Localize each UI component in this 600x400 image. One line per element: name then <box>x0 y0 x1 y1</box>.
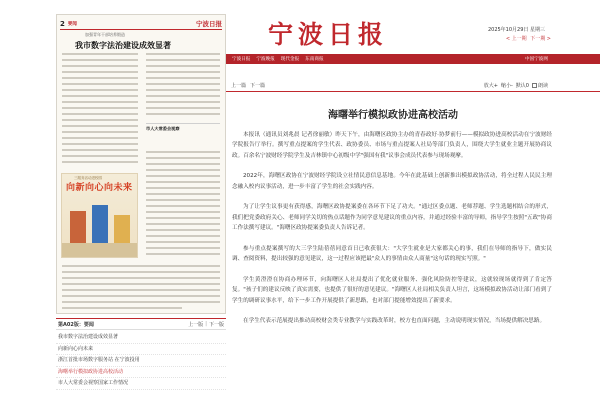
newspaper-photo[interactable] <box>61 173 138 258</box>
article-body <box>232 130 552 337</box>
text-line <box>146 205 220 207</box>
article-list-item-active[interactable]: 海曙举行模拟政协进高校活动 <box>56 367 226 379</box>
text-line <box>146 89 220 91</box>
text-line <box>146 253 220 255</box>
text-line <box>62 307 182 309</box>
reading-controls <box>481 82 548 89</box>
text-line <box>62 271 220 273</box>
text-line <box>62 143 138 145</box>
channel-ningbo-daily[interactable]: 宁波日报 <box>232 57 251 62</box>
text-line <box>146 157 220 159</box>
text-line <box>146 65 220 67</box>
photo-decoration <box>92 205 108 243</box>
article-paragraph: 2022年，海曙区政协在宁波财经学院设立社情民意信息基地。今年在此基础上创新推出模拟政协活动，将全过程人民民主理念融入校内议事活动，进一步丰富了学生的社会实践内容。 <box>232 173 552 190</box>
read-aloud-checkbox[interactable] <box>532 83 537 88</box>
text-line <box>62 155 138 157</box>
text-line <box>62 119 138 121</box>
article-paragraph: 学生黄澄澄在协商办理环节，向海曙区人社局提出了优化就业服务、强化风险防控等建议，这就较现场就得到了肯定答复。"孩子们的建议反映了真实需要，也提供了很好的意见建议。"海曙区人社局相关负责人坦言，这场模拟政协活动让部门看到了学生的调研议事水平，给下一步工作开展提供了新思路，也对部门提能增效提出了新要求。 <box>232 276 552 304</box>
text-line <box>146 187 220 189</box>
text-line <box>146 175 220 177</box>
sidebar-title: 市人大常委会视察 <box>146 126 180 131</box>
photo-decoration <box>114 215 130 243</box>
text-line <box>62 131 138 133</box>
page-name: 要闻 <box>67 21 77 27</box>
prev-article-link[interactable]: 上一篇 <box>231 83 247 89</box>
article-list <box>56 332 226 390</box>
next-issue-link[interactable]: 下一期 > <box>530 36 551 42</box>
zoom-in-button[interactable]: 放大+ <box>483 83 498 89</box>
text-line <box>62 59 138 61</box>
issue-date: 2025年10月29日 星期三 <box>487 27 545 33</box>
newspaper-headline[interactable]: 我市数字法治建设成效显著 <box>75 41 171 50</box>
photo-caption: 三服务活动进校园 <box>74 176 102 180</box>
text-line <box>62 161 138 163</box>
text-line <box>146 211 220 213</box>
masthead-logo[interactable]: 宁波日报 <box>268 20 389 49</box>
text-line <box>62 101 138 103</box>
article-list-item[interactable]: 市人大常委会视察国家工作情况 <box>56 378 226 390</box>
text-line <box>146 151 220 153</box>
channel-bar <box>226 54 600 64</box>
text-line <box>146 53 220 55</box>
article-list-item[interactable]: 我市数字法治建设成效显著 <box>56 332 226 344</box>
text-line <box>146 83 220 85</box>
text-line <box>146 169 220 171</box>
text-line <box>146 193 220 195</box>
text-line <box>146 229 220 231</box>
text-line <box>146 181 220 183</box>
article-list-item[interactable]: 向新向心向未来 <box>56 344 226 356</box>
text-line <box>62 89 138 91</box>
prev-edition-link[interactable]: 上一版 <box>188 321 204 328</box>
text-line <box>62 295 220 297</box>
text-line <box>62 83 138 85</box>
photo-decoration <box>62 243 137 257</box>
newspaper-panel <box>56 14 226 400</box>
text-line <box>62 301 220 303</box>
text-line <box>62 265 220 267</box>
text-line <box>62 53 138 55</box>
text-line <box>146 247 220 249</box>
text-line <box>146 107 220 109</box>
text-line <box>146 199 220 201</box>
photo-title: 向新向心向未来 <box>66 183 133 193</box>
article-viewer <box>226 10 600 400</box>
text-line <box>146 163 220 165</box>
text-line <box>146 71 220 73</box>
text-line <box>62 107 138 109</box>
prev-issue-link[interactable]: < 上一期 <box>505 36 527 42</box>
zoom-out-button[interactable]: 缩小- <box>500 83 513 89</box>
article-paragraph: 为了让学生议事更有获得感，海曙区政协提案委在各环节下足了功夫。"通过区委点题、老师荐题、学生选题相结合的形式，我们把党委政府关心、老师同学关切的热点话题作为同学意见建议的重点内容，并通过经验丰富的导师，指导学生按照"五政"协商工作法撰写建议。"海曙区政协提案委负责人告诉记者。 <box>232 204 552 232</box>
newspaper-subheadline: 加强青年干部培养锻造 <box>85 32 125 37</box>
text-line <box>146 241 220 243</box>
channel-ningbo-evening[interactable]: 宁波晚报 <box>256 57 275 62</box>
text-line <box>146 95 220 97</box>
article-paragraph: 在学生代表示范展提出推动高校财会类专业教学与实践改革时，校方也直面问题，主动说明现实情况，当场提供解决思路。 <box>243 318 546 325</box>
text-line <box>62 137 138 139</box>
edition-list-header <box>56 318 226 330</box>
text-line <box>146 223 220 225</box>
channel-cnnb[interactable]: 中国宁波网 <box>525 57 548 62</box>
text-line <box>146 113 220 115</box>
default-size-button[interactable]: 默认0 <box>515 83 529 89</box>
text-line <box>62 113 138 115</box>
text-line <box>62 289 220 291</box>
newspaper-logo: 宁波日报 <box>196 20 222 28</box>
text-line <box>62 149 138 151</box>
article-title: 海曙举行模拟政协进高校活动 <box>328 110 458 121</box>
channel-modern-jinbao[interactable]: 现代金报 <box>280 57 300 62</box>
text-line <box>62 125 138 127</box>
text-line <box>146 217 220 219</box>
newspaper-page-image[interactable] <box>56 14 226 314</box>
text-line <box>146 59 220 61</box>
edition-label: 第A02版：要闻 <box>58 321 94 328</box>
newspaper-sidebar-box[interactable] <box>146 123 220 145</box>
text-line <box>62 277 220 279</box>
masthead <box>226 10 600 52</box>
text-line <box>146 101 220 103</box>
article-paragraph: 本报讯（通讯员刘兆晨 记者徐丽敏）昨天下午，由海曙区政协主办的青春政好·协梦前行——模拟政协进高校活动在宁波财经学院报告厅举行。撰写重点提案的学生代表、政协委员、市场与重点提案人社局等部门负责人，围绕大学生就业主题开展协商议政。百余名宁波财经学院学生及吉林镇中心初级中学"强国有我"议事会成员代表参与现场观摩。 <box>232 132 552 159</box>
text-line <box>62 283 220 285</box>
read-aloud-label: 朗读 <box>537 83 548 89</box>
separator: | <box>205 321 207 327</box>
page-number: 2 <box>60 19 65 28</box>
text-line <box>146 235 220 237</box>
article-list-item[interactable]: 浙江首批市场数字服务站 在宁波投用 <box>56 355 226 367</box>
text-line <box>62 65 138 67</box>
next-article-link[interactable]: 下一篇 <box>250 83 266 89</box>
next-edition-link[interactable]: 下一版 <box>208 321 224 328</box>
newspaper-page-header <box>60 18 222 30</box>
article-toolbar <box>226 80 600 92</box>
photo-decoration <box>70 211 86 243</box>
text-line <box>62 71 138 73</box>
text-line <box>146 77 220 79</box>
issue-nav <box>505 35 552 42</box>
text-line <box>62 95 138 97</box>
text-line <box>62 77 138 79</box>
channel-southeast-business[interactable]: 东南商报 <box>305 57 324 62</box>
article-paragraph: 参与重点提案撰写的大三学生陆蓓蓓同意首日已收获很大："大学生就业是大家都关心的事，我们在导师的指导下，做实民调、查阅资料，提出较强的意见建议，这一过程应该把最"众人的事情由众人商量"这句话的现实写照。" <box>232 245 552 263</box>
